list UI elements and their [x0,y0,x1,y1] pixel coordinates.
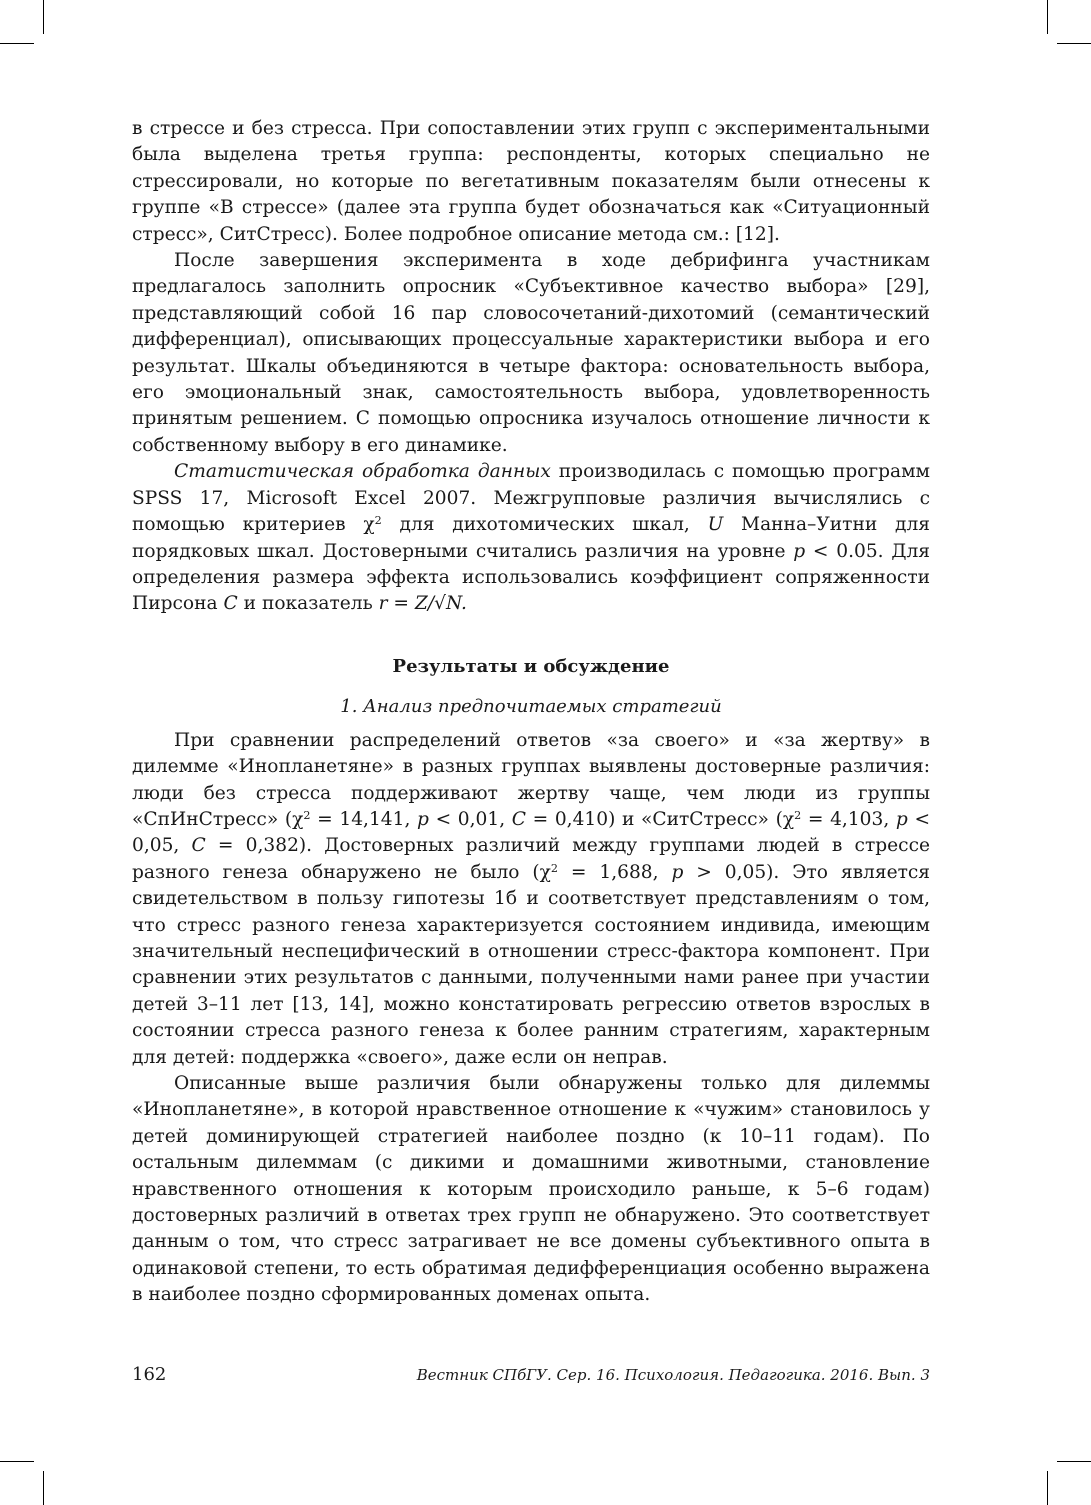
text-run: для дихотомических шкал, [381,514,708,536]
page-number: 162 [132,1364,167,1385]
subsection-title: 1. Анализ предпочитаемых стратегий [340,695,722,717]
symbol-c: C [191,835,206,857]
symbol-p: p [793,540,806,562]
text-run: = 0,410) и «СитСтресс» (χ [525,808,795,830]
crop-mark [1057,43,1091,44]
crop-mark [0,1461,34,1462]
paragraph-results [132,728,930,1071]
text-run: и показатель [237,593,379,615]
paragraph-statistics [132,459,930,617]
text-run: При сравнении распределений ответов «за своего» и «за жертву» в дилемме «Инопланетяне» в разных группах выявлены достоверные различия: люди без стресса поддерживают жертву чаще, чем люди из группы «СпИнСтресс» (χ [132,729,930,830]
symbol-c: C [223,593,238,615]
crop-mark [1047,0,1048,34]
paragraph-questionnaire: После завершения эксперимента в ходе дебрифинга участникам предлагалось заполнить опросник «Субъективное качество выбора» [29], представляющий собой 16 пар словосочетаний-дихотомий (семантический дифференциал), описывающих процессуальные характеристики выбора и его результат. Шкалы объединяются в четыре фактора: основательность выбора, его эмоциональный знак, самостоятельность выбора, удовлетворенность принятым решением. С помощью опросника изучалось отношение личности к собственному выбору в его динамике. [132,250,930,456]
text-run: = 0,382). Достоверных различий между группами людей в стрессе разного генеза обнаружено не было (χ [132,835,930,883]
text-run: = 1,688, [558,861,672,883]
statistics-lead: Статистическая обработка данных [174,461,551,483]
text-run: производилась с помощью программ SPSS 17, Microsoft Excel 2007. Межгрупповые различия вычислялись с помощью критериев χ [132,461,930,536]
symbol-p: p [895,808,908,830]
superscript: 2 [303,808,311,822]
crop-mark [43,1471,44,1505]
symbol-p: p [417,808,429,830]
text-run: Манна–Уитни для порядковых шкал. Достоверными считались различия на уровне [132,514,930,562]
section-title: Результаты и обсуждение [392,655,670,677]
superscript: 2 [374,513,382,527]
symbol-u: U [707,514,724,536]
running-footer: Вестник СПбГУ. Сер. 16. Психология. Педагогика. 2016. Вып. 3 [416,1366,930,1384]
text-run: = 4,103, [801,808,896,830]
paragraph-method-groups: в стрессе и без стресса. При сопоставлении этих групп с экспериментальными была выделена третья группа: респонденты, которых специально не стрессировали, но которые по вегетативным показателям были отнесены к группе «В стрессе» (далее эта группа будет обозначаться как «Ситуационный стресс», СитСтресс). Более подробное описание метода см.: [12]. [132,118,930,245]
page-body [132,116,930,1309]
symbol-p: p [671,861,684,883]
text-run: < 0,01, [428,808,512,830]
crop-mark [1047,1471,1048,1505]
paragraph-dilemmas: Описанные выше различия были обнаружены только для дилеммы «Инопланетяне», в которой нравственное отношение к «чужим» становилось у детей доминирующей стратегией наиболее поздно (к 10–11 годам). По остальным дилеммам (с дикими и домашними животными, становление нравственного отношения к которым происходило раньше, к 5–6 годам) достоверных различий в ответах трех групп не обнаружено. Это соответствует данным о том, что стресс затрагивает не все домены субъективного опыта в одинаковой степени, то есть обратимая дедифференциация особенно выражена в наиболее поздно сформированных доменах опыта. [132,1073,930,1306]
formula: r = Z/√N. [378,593,467,615]
crop-mark [0,43,34,44]
crop-mark [1057,1461,1091,1462]
crop-mark [43,0,44,34]
superscript: 2 [550,861,558,875]
text-run: = 14,141, [310,808,418,830]
text-run: > 0,05). Это является свидетельством в пользу гипотезы 1б и соответствует представлениям о том, что стресс разного генеза характеризуется состоянием индивида, имеющим значительный неспецифический в отношении стресс-фактора компонент. При сравнении этих результатов с данными, полученными нами ранее при участии детей 3–11 лет [13, 14], можно констатировать регрессию ответов взрослых в состоянии стресса разного генеза к более ранним стратегиям, характерным для детей: поддержка «своего», даже если он неправ. [132,861,931,1068]
symbol-c: C [511,808,526,830]
text-run: < 0.05. Для определения размера эффекта использовались коэффициент сопряженности Пирсона [132,540,931,615]
superscript: 2 [794,808,802,822]
text-run: < 0,05, [132,808,931,857]
